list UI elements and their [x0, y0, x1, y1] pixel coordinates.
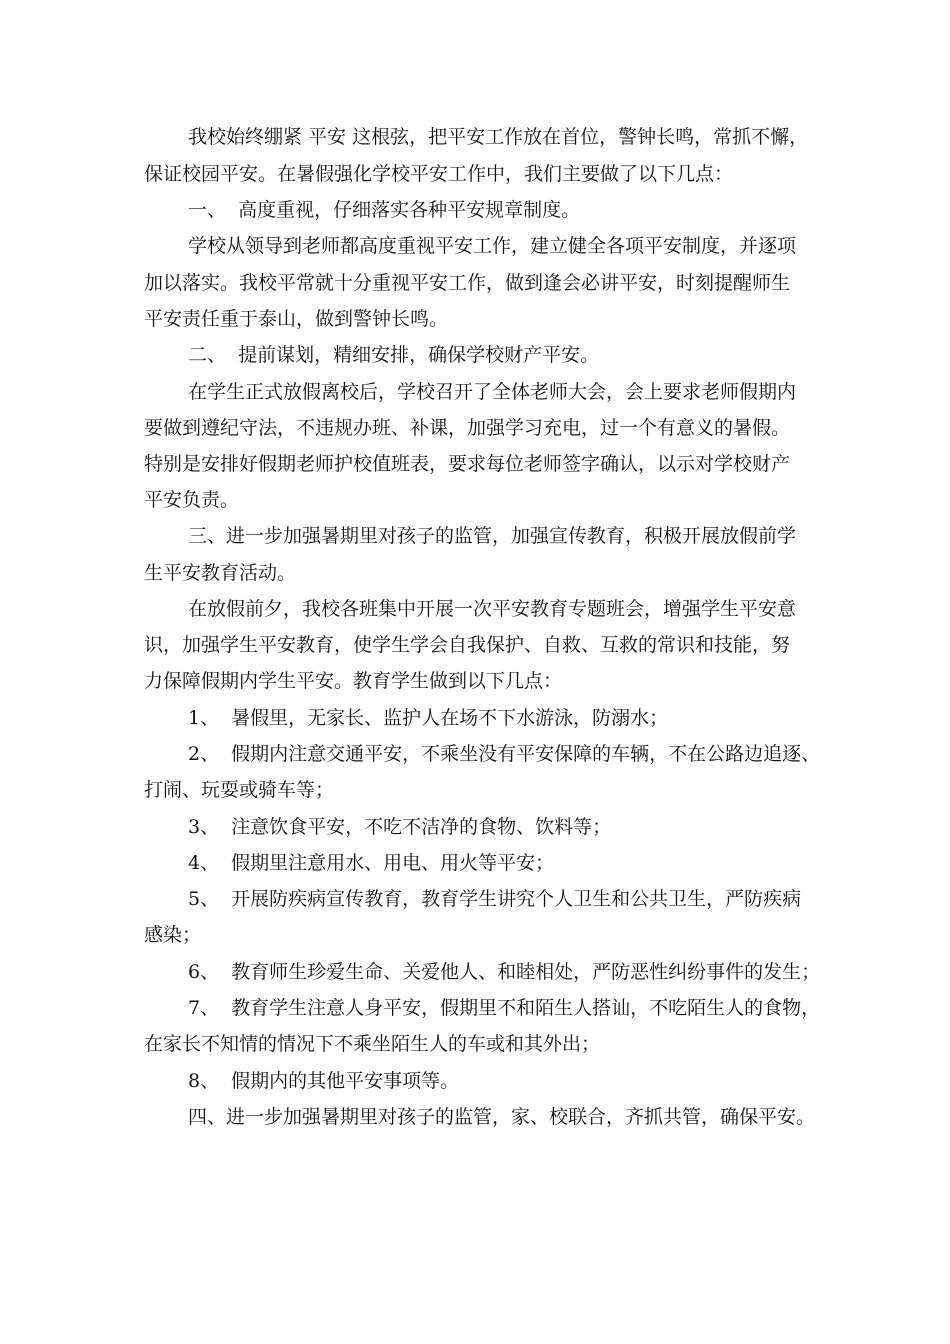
list-item: 3、 注意饮食平安，不吃不洁净的食物、饮料等； [188, 816, 612, 838]
section-heading: 一、 高度重视，仔细落实各种平安规章制度。 [188, 199, 581, 221]
text-line: 生平安教育活动。 [144, 562, 297, 584]
text-line: 在学生正式放假离校后，学校召开了全体老师大会，会上要求老师假期内 [188, 381, 797, 403]
text-line: 加以落实。我校平常就十分重视平安工作，做到逢会必讲平安，时刻提醒师生 [144, 272, 791, 294]
text-line: 力保障假期内学生平安。教育学生做到以下几点： [144, 670, 563, 692]
text-line: 打闹、玩耍或骑车等； [144, 779, 335, 801]
list-item: 5、 开展防疾病宣传教育，教育学生讲究个人卫生和公共卫生，严防疾病 [188, 888, 802, 910]
text-line: 感染； [144, 924, 202, 946]
section-heading: 四、进一步加强暑期里对孩子的监管，家、校联合，齐抓共管，确保平安。 [188, 1106, 816, 1128]
text-line: 在家长不知情的情况下不乘坐陌生人的车或和其外出； [144, 1033, 601, 1055]
list-item: 4、 假期里注意用水、用电、用火等平安； [188, 852, 555, 874]
list-item: 2、 假期内注意交通平安，不乘坐没有平安保障的车辆，不在公路边追逐、 [188, 743, 821, 765]
text-line: 保证校园平安。在暑假强化学校平安工作中，我们主要做了以下几点： [144, 163, 734, 185]
text-line: 平安责任重于泰山，做到警钟长鸣。 [144, 308, 449, 330]
list-item: 7、 教育学生注意人身平安，假期里不和陌生人搭讪，不吃陌生人的食物， [188, 997, 821, 1019]
text-line: 在放假前夕，我校各班集中开展一次平安教育专题班会，增强学生平安意 [188, 598, 797, 620]
text-line: 我校始终绷紧 平安 这根弦，把平安工作放在首位，警钟长鸣，常抓不懈， [188, 126, 809, 148]
text-line: 学校从领导到老师都高度重视平安工作，建立健全各项平安制度，并逐项 [188, 235, 797, 257]
list-item: 1、 暑假里，无家长、监护人在场不下水游泳，防溺水； [188, 707, 669, 729]
text-line: 平安负责。 [144, 489, 240, 511]
text-line: 要做到遵纪守法，不违规办班、补课，加强学习充电，过一个有意义的暑假。 [144, 417, 791, 439]
list-item: 6、 教育师生珍爱生命、关爱他人、和睦相处，严防恶性纠纷事件的发生； [188, 961, 821, 983]
list-item: 8、 假期内的其他平安事项等。 [188, 1070, 460, 1092]
section-heading: 二、 提前谋划，精细安排，确保学校财产平安。 [188, 344, 600, 366]
section-heading: 三、进一步加强暑期里对孩子的监管，加强宣传教育，积极开展放假前学 [188, 525, 797, 547]
text-line: 特别是安排好假期老师护校值班表，要求每位老师签字确认，以示对学校财产 [144, 453, 791, 475]
text-line: 识，加强学生平安教育，使学生学会自我保护、自救、互救的常识和技能，努 [144, 634, 791, 656]
